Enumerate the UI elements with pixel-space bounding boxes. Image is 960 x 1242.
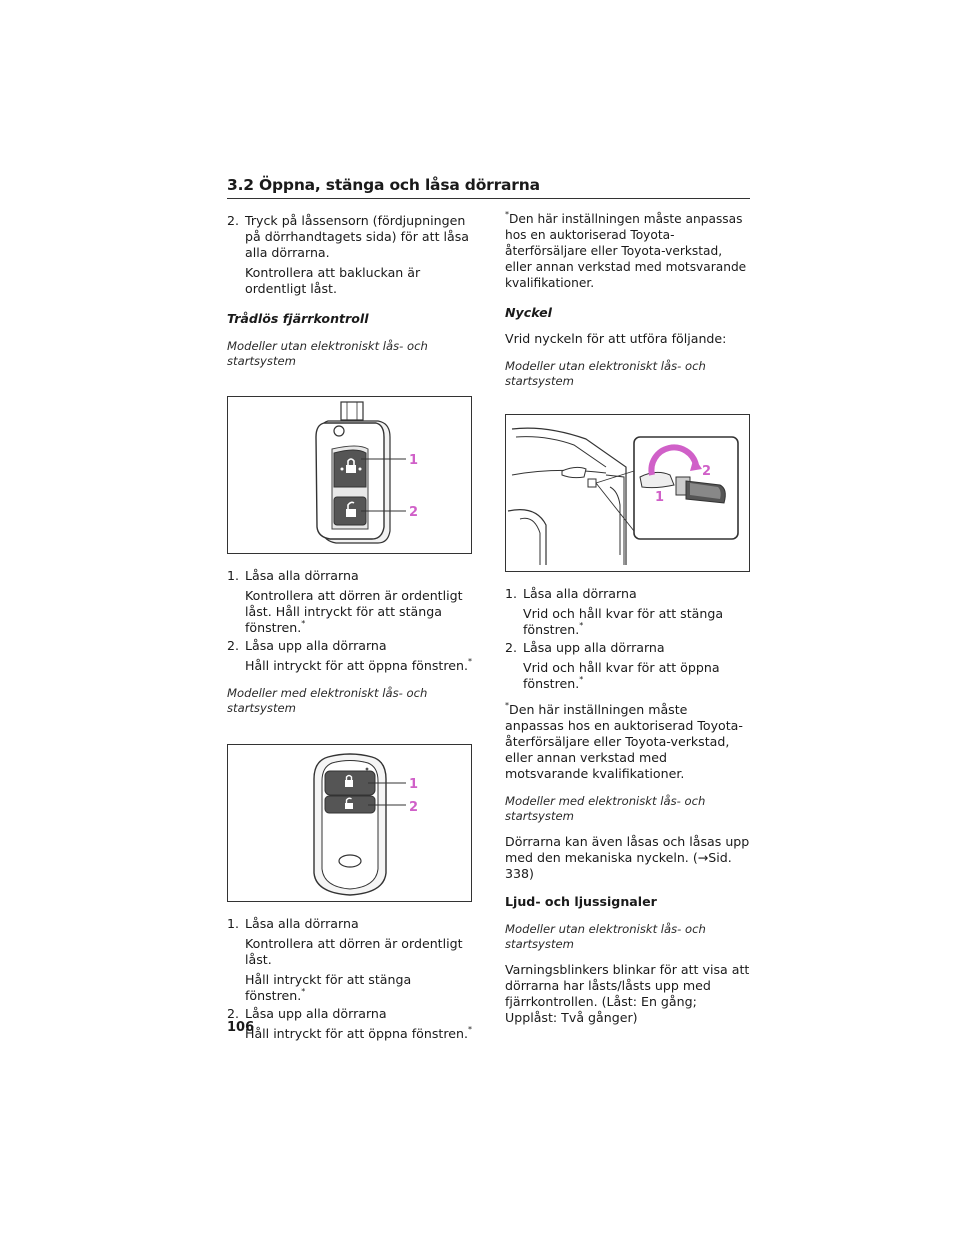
header-rule bbox=[227, 198, 750, 199]
key-heading: Nyckel bbox=[505, 305, 552, 320]
callout-2: 2 bbox=[409, 505, 419, 520]
smart-key-illustration bbox=[228, 745, 471, 901]
footnote: *Den här inställningen måste anpassas hos en auktoriserad Toyota-återförsäljare eller Toyota-verkstad, eller annan verkstad med motsvarande kvalifikationer. bbox=[505, 701, 743, 781]
step-note: Håll intryckt för att stänga fönstren.* bbox=[245, 972, 412, 1003]
step-text: Låsa alla dörrarna bbox=[523, 586, 637, 601]
model-subheading: Modeller utan elektroniskt lås- och startsystem bbox=[505, 359, 706, 388]
step-note: Kontrollera att dörren är ordentligt låst. Håll intryckt för att stänga fönstren.* bbox=[245, 588, 463, 635]
door-key-illustration bbox=[506, 415, 749, 571]
model-subheading: Modeller utan elektroniskt lås- och startsystem bbox=[505, 922, 706, 951]
step-number: 2. bbox=[227, 213, 240, 228]
step-number: 2. bbox=[227, 638, 240, 653]
step-2-lock-sensor bbox=[227, 213, 472, 261]
step-text: Låsa alla dörrarna bbox=[245, 568, 359, 583]
left-column bbox=[227, 211, 472, 1042]
callout-1: 1 bbox=[409, 453, 419, 468]
step-2-unlock bbox=[227, 1006, 472, 1022]
step-note: Kontrollera att dörren är ordentligt låst. bbox=[245, 936, 463, 967]
step-note: Kontrollera att bakluckan är ordentligt låst. bbox=[245, 265, 421, 296]
callout-1: 1 bbox=[655, 490, 665, 505]
model-subheading: Modeller med elektroniskt lås- och startsystem bbox=[505, 794, 706, 823]
callout-2: 2 bbox=[409, 800, 419, 815]
signals-heading: Ljud- och ljussignaler bbox=[505, 894, 657, 909]
signals-text: Varningsblinkers blinkar för att visa att dörrarna har låsts/låsts upp med fjärrkontrollen. (Låst: En gång; Upplåst: Två gånger) bbox=[505, 962, 750, 1025]
mechanical-key-text: Dörrarna kan även låsas och låsas upp med den mekaniska nyckeln. (→Sid. 338) bbox=[505, 834, 750, 881]
figure-smart-key-remote bbox=[227, 744, 472, 902]
section-title: 3.2 Öppna, stänga och låsa dörrarna bbox=[227, 176, 540, 194]
footnote: *Den här inställningen måste anpassas hos en auktoriserad Toyota-återförsäljare eller Toyota-verkstad, eller annan verkstad med motsvarande kvalifikationer. bbox=[505, 210, 747, 290]
step-number: 1. bbox=[227, 568, 240, 583]
step-number: 2. bbox=[227, 1006, 240, 1021]
step-text: Låsa upp alla dörrarna bbox=[245, 1006, 387, 1021]
step-text: Låsa upp alla dörrarna bbox=[523, 640, 665, 655]
step-note: Vrid och håll kvar för att öppna fönstren.* bbox=[523, 660, 720, 691]
callout-2: 2 bbox=[702, 464, 712, 479]
key-intro: Vrid nyckeln för att utföra följande: bbox=[505, 331, 727, 346]
step-note: Vrid och håll kvar för att stänga fönstren.* bbox=[523, 606, 724, 637]
step-text: Låsa upp alla dörrarna bbox=[245, 638, 387, 653]
step-1-lock bbox=[227, 568, 472, 584]
step-note: Håll intryckt för att öppna fönstren.* bbox=[245, 657, 472, 673]
flip-key-illustration bbox=[228, 397, 471, 553]
step-1-lock bbox=[227, 916, 472, 932]
step-number: 1. bbox=[227, 916, 240, 931]
right-column bbox=[505, 211, 750, 1026]
wireless-remote-heading: Trådlös fjärrkontroll bbox=[227, 311, 369, 326]
step-number: 2. bbox=[505, 640, 518, 655]
step-2-unlock bbox=[227, 638, 472, 654]
figure-flip-key-remote bbox=[227, 396, 472, 554]
step-text: Tryck på låssensorn (fördjupningen på dörrhandtagets sida) för att låsa alla dörrarna. bbox=[245, 213, 470, 260]
step-text: Låsa alla dörrarna bbox=[245, 916, 359, 931]
callout-1: 1 bbox=[409, 777, 419, 792]
step-number: 1. bbox=[505, 586, 518, 601]
step-1-lock bbox=[505, 586, 750, 602]
page-number: 106 bbox=[227, 1020, 255, 1035]
model-subheading: Modeller utan elektroniskt lås- och startsystem bbox=[227, 339, 428, 368]
figure-mechanical-key-door bbox=[505, 414, 750, 572]
step-2-unlock bbox=[505, 640, 750, 656]
model-subheading: Modeller med elektroniskt lås- och startsystem bbox=[227, 686, 428, 715]
step-note: Håll intryckt för att öppna fönstren.* bbox=[245, 1025, 472, 1041]
